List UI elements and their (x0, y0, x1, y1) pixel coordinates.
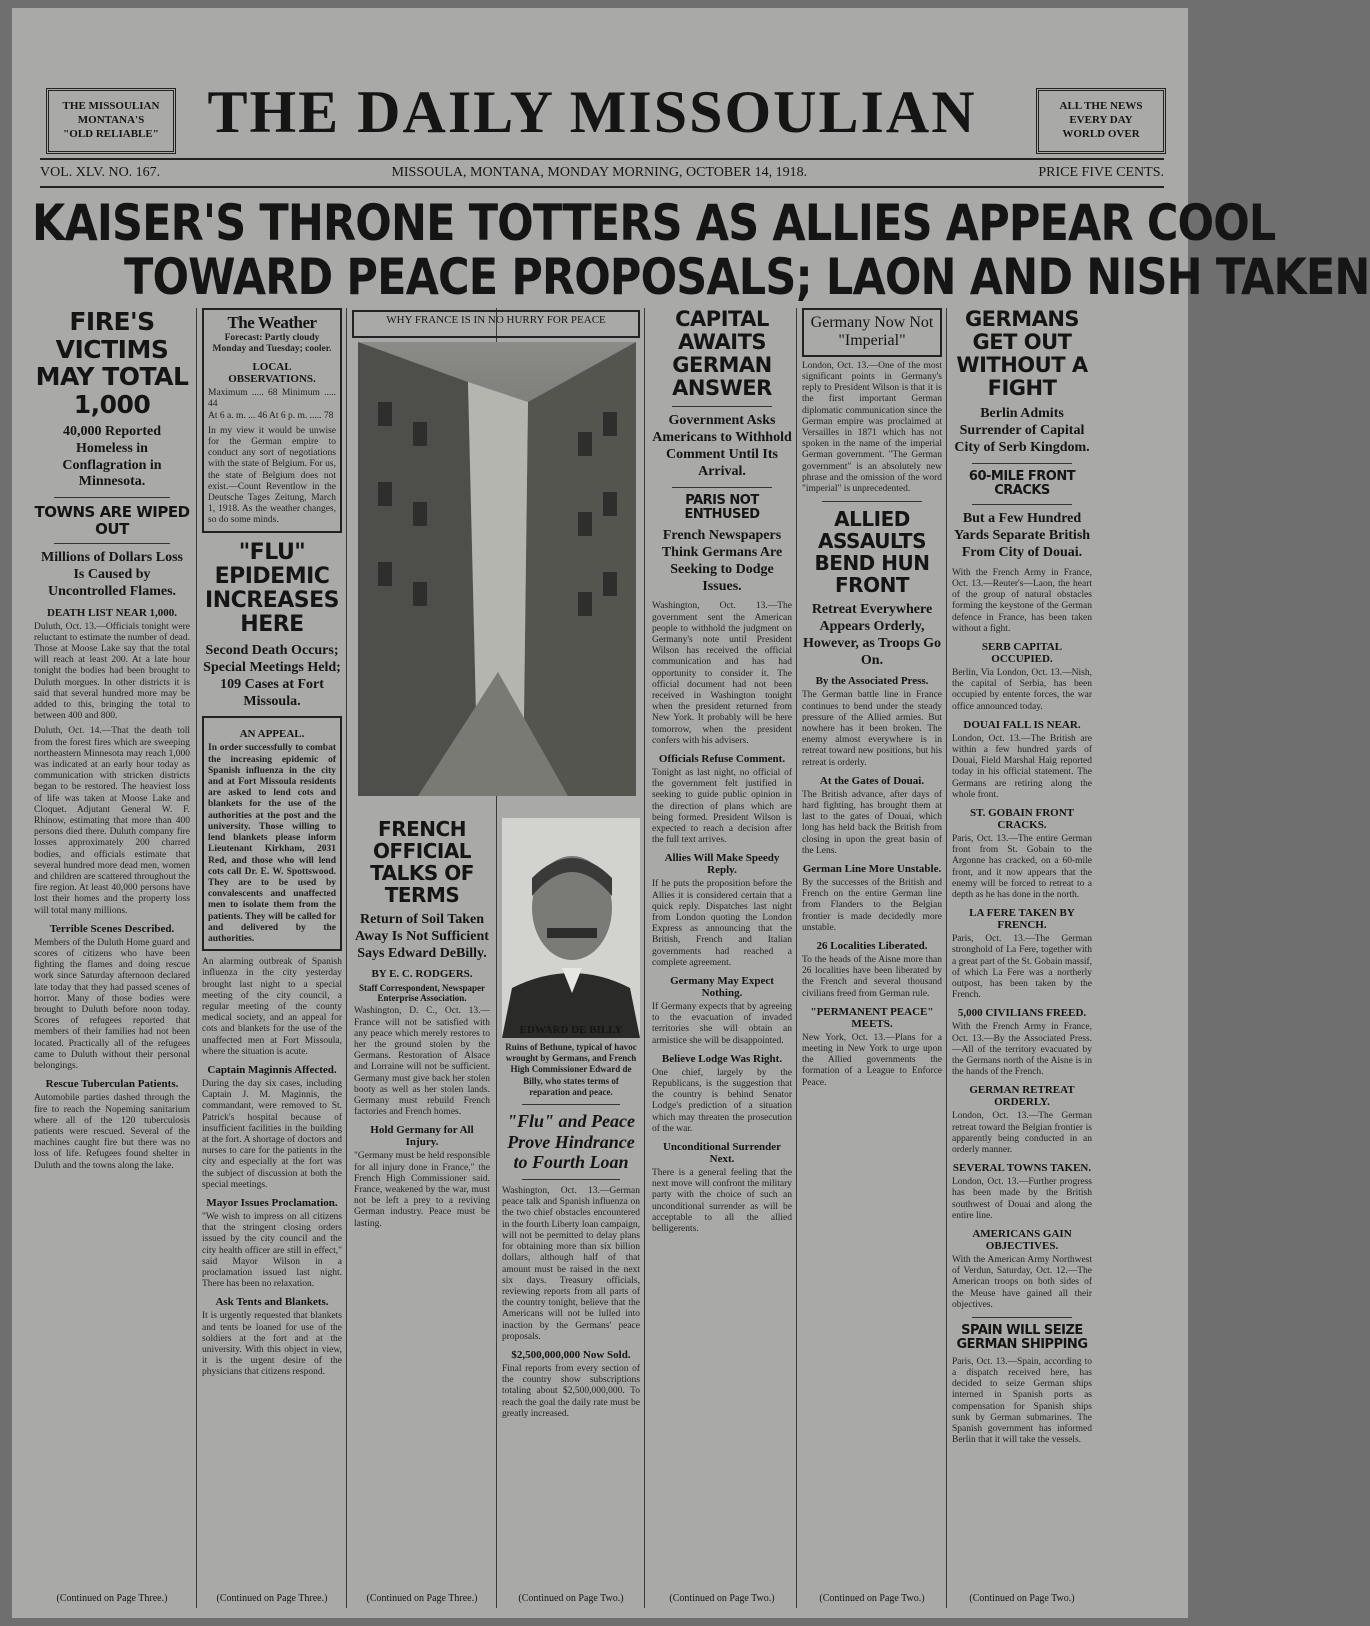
bethune-ruins-photo (358, 342, 636, 796)
portrait-illustration (502, 818, 640, 1038)
flu-headline: "FLU" EPIDEMIC INCREASES HERE (205, 539, 339, 638)
fire-deck-2: Millions of Dollars Loss Is Caused by Uncontrolled Flames. (41, 550, 183, 599)
french-deck: Return of Soil Taken Away Is Not Sufficient Says Edward DeBilly. (355, 912, 489, 961)
article-paragraph: One chief, largely by the Republicans, is the suggestion that the country is behind Senator Lodge's prediction of a situation which may threaten the prosecution of the war. (652, 1067, 792, 1134)
french-headline: FRENCH OFFICIAL TALKS OF TERMS (370, 817, 474, 907)
article-paragraph: Paris, Oct. 13.—Spain, according to a dispatch received here, has decided to seize German ships interned in Spanish ports as compensation for Spanish ships sunk by German submarines. The Spanish government has informed Berlin that it will take the vessels. (952, 1356, 1092, 1446)
paris-deck: French Newspapers Think Germans Are Seeking to Dodge Issues. (661, 528, 783, 594)
article-paragraph: Washington, Oct. 13.—The government sent the American people to withhold the judgment on Germany's note until President Wilson has received the official communication and has had opportunity to consider it. The official document had not been received in Washington tonight when the president returned from New York. It probably will be here tomorrow, when the president confers with his advisers. (652, 601, 792, 746)
divider (972, 504, 1072, 505)
allied-headline: ALLIED ASSAULTS BEND HUN FRONT (814, 507, 930, 598)
article-paragraph: If he puts the proposition before the Allies it is considered certain that a quick reply. Dispatches last night from London quoting the London Express as announcing that the British, French and Italian governments had reached a complete agreement. (652, 879, 792, 968)
price: PRICE FIVE CENTS. (1038, 165, 1164, 180)
divider (672, 487, 772, 488)
dateline-bar (40, 158, 1164, 188)
article-paragraph: There is a general feeling that the next move will confront the military party with the choice of such an unconditional surrender as will be acceptable to all the allied belligerents. (652, 1168, 792, 1235)
column-french-official (354, 818, 490, 1608)
continued-note: (Continued on Page Three.) (366, 1593, 478, 1604)
divider (972, 1317, 1072, 1318)
germans-deck: Berlin Admits Surrender of Capital City of Serb Kingdom. (954, 406, 1090, 455)
section-subhead: AMERICANS GAIN OBJECTIVES. (972, 1228, 1072, 1253)
column-rule (196, 308, 197, 1608)
article-paragraph: With the French Army in France, Oct. 13.—By the Associated Press.—All of the territory evacuated by the Germans north of the Aisne is in the hands of the French. (952, 1022, 1092, 1078)
flu-deck: Second Death Occurs; Special Meetings Held; 109 Cases at Fort Missoula. (203, 643, 341, 709)
section-subhead: Officials Refuse Comment. (658, 752, 786, 765)
appeal-box (202, 716, 342, 951)
continued-note: (Continued on Page Three.) (216, 1593, 328, 1604)
divider (822, 501, 922, 502)
continued-note: (Continued on Page Two.) (669, 1593, 775, 1604)
weather-quote: In my view it would be unwise for the German empire to conduct any sort of negotiations with the state of Belgium. For us, the state of Belgium does not exist.—Count Reventlow in the Deutsche Tages Zeitung, March 1, 1918. As the weather changes, so do some minds. (208, 425, 336, 526)
article-paragraph: London, Oct. 13.—Further progress has been made by the British southwest of Douai and along the entire line. (952, 1177, 1092, 1221)
article-paragraph: To the heads of the Aisne more than 26 localities have been liberated by the French and several thousand civilians freed from German rule. (802, 955, 942, 999)
column-capital-awaits (652, 308, 792, 1608)
weather-box (202, 308, 342, 533)
article-paragraph: Berlin, Via London, Oct. 13.—Nish, the capital of Serbia, has been occupied by entente forces, the war office announced today. (952, 667, 1092, 712)
left-ear-line: MONTANA'S (77, 114, 145, 127)
capital-deck: Government Asks Americans to Withhold Comment Until Its Arrival. (652, 413, 792, 479)
section-subhead: Mayor Issues Proclamation. (206, 1196, 338, 1209)
section-subhead: DEATH LIST NEAR 1,000. (46, 606, 178, 619)
divider (522, 1179, 620, 1180)
article-paragraph: Washington, Oct. 13.—German peace talk and Spanish influenza on the two chief obstacles encountered in the fourth Liberty loan campaign, will not be permitted to delay plans for obtaining more than six billion dollars, although half of that amount must be raised in the next six days. Treasury officials, reviewing reports from all parts of the country tonight, believe that the Americans will not be lulled into inaction by the Germans' peace proposals. (502, 1186, 640, 1342)
column-rule (946, 308, 947, 1608)
debilly-portrait (502, 818, 640, 1038)
article-paragraph: Final reports from every section of the country show subscriptions totaling about $2,500,000,000. To reach the goal the daily rate must be greatly increased. (502, 1363, 640, 1419)
germans-headline: GERMANS GET OUT WITHOUT A FIGHT (956, 307, 1088, 401)
article-paragraph: The German battle line in France continues to bend under the steady pressure of the Allied armies. But nowhere has it been broken. The enemy almost everywhere is in retreat toward new positions, but his retreat is orderly. (802, 690, 942, 768)
banner-headline-line2: TOWARD PEACE PROPOSALS; LAON AND NISH TAKEN (124, 248, 1370, 306)
section-subhead: SERB CAPITAL OCCUPIED. (981, 640, 1063, 665)
observations-head: LOCAL OBSERVATIONS. (228, 361, 316, 386)
section-subhead: LA FERE TAKEN BY FRENCH. (969, 907, 1075, 932)
section-subhead: Ask Tents and Blankets. (215, 1296, 329, 1309)
fire-subheadline: TOWNS ARE WIPED OUT (34, 503, 190, 538)
article-paragraph: During the day six cases, including Captain J. M. Maginnis, the commandant, were removed to St. Patrick's hospital because of insufficient facilities in the building at the fort. A shortage of doctors and nurses to care for the patients in the city and especially at the fort was the subject of discussion at both the special meetings. (202, 1078, 342, 1190)
section-subhead: Terrible Scenes Described. (49, 922, 175, 935)
section-subhead: Believe Lodge Was Right. (661, 1052, 783, 1065)
paris-subheadline: PARIS NOT ENTHUSED (684, 492, 760, 522)
article-paragraph: London, Oct. 13.—The German retreat toward the Belgian frontier is apparently being conducted in an orderly manner. (952, 1111, 1092, 1156)
article-paragraph: London, Oct. 13.—One of the most significant points in Germany's reply to President Wilson is that it is the first important German diplomatic communication since the German empire was proclaimed at Versailles in 1871 which has not spoken in the name of the imperial German government. "The German government" is an absolutely new phrase and the omission of the word "imperial" is unprecedented. (802, 360, 942, 495)
observation-line: At 6 a. m. ... 46 At 6 p. m. ..... 78 (208, 410, 334, 421)
byline-affiliation: Staff Correspondent, Newspaper Enterprise Association. (358, 983, 486, 1004)
photo-caption-bottom: Ruins of Bethune, typical of havoc wrought by Germans, and French High Commissioner Edward de Billy, who states terms of reparation and peace. (505, 1042, 637, 1097)
column-fire-victims (34, 308, 190, 1608)
article-paragraph: If Germany expects that by agreeing to the evacuation of invaded territories she will obtain an armistice she will be disappointed. (652, 1002, 792, 1046)
section-subhead: GERMAN RETREAT ORDERLY. (969, 1084, 1075, 1109)
banner-headline-line1: KAISER'S THRONE TOTTERS AS ALLIES APPEAR COOL (32, 194, 1276, 252)
section-subhead: Allies Will Make Speedy Reply. (664, 852, 780, 877)
article-paragraph: Paris, Oct. 13.—The entire German front from St. Gobain to the Argonne has cracked, on a 60-mile front, and it now appears that the enemy will be forced to retreat to a depth as he has done in the north. (952, 834, 1092, 901)
continued-note: (Continued on Page Two.) (518, 1593, 624, 1604)
fire-deck: 40,000 Reported Homeless in Conflagration in Minnesota. (62, 424, 162, 490)
section-subhead: Unconditional Surrender Next. (662, 1141, 782, 1166)
section-subhead: ST. GOBAIN FRONT CRACKS. (969, 807, 1074, 831)
article-paragraph: By the successes of the British and French on the entire German line from Flanders to the Belgian frontier is made decidedly more unstable. (802, 878, 942, 933)
article-paragraph: An alarming outbreak of Spanish influenza in the city yesterday brought last night to a special meeting of the city council, a regular meeting of the county medical society, and an appeal for cots and blankets for the use of the unaffected men at Fort Missoula, where the situation is acute. (202, 957, 342, 1057)
article-paragraph: London, Oct. 13.—The British are within a few hundred yards of Douai, Field Marshal Haig reported today in his official statement. The Germans are retiring along the whole front. (952, 733, 1092, 800)
section-subhead: Captain Maginnis Affected. (207, 1063, 337, 1076)
right-ear-box (1036, 88, 1166, 154)
column-rule (644, 308, 645, 1608)
newspaper-page (12, 8, 1370, 1618)
article-paragraph: The British advance, after days of hard fighting, has brought them at last to the gates of Douai, which long has held back the British from closing in upon the great basin of the Lens. (802, 789, 942, 856)
column-germany-not-imperial (802, 308, 942, 1608)
article-paragraph: "We wish to impress on all citizens that the stringent closing orders issued by the city council and the city health officer are still in effect," said Mayor Wilson in a proclamation issued last night. There has been no relaxation. (202, 1211, 342, 1290)
portrait-label: EDWARD DE BILLY (519, 1024, 623, 1036)
continued-note: (Continued on Page Two.) (819, 1593, 925, 1604)
weather-forecast: Forecast: Partly cloudy Monday and Tuesday; cooler. (212, 332, 332, 354)
right-ear-line: WORLD OVER (1062, 127, 1140, 140)
appeal-text: In order successfully to combat the increasing epidemic of Spanish influenza in the city and at Fort Missoula residents are asked to lend cots and blankets for the use of the authorities at the post and the university. Those willing to lend blankets please inform Lieutenant Kirkham, 2031 Red, and those who will lend cots call Dr. E. W. Spottswood. They are to be used by convalescents and unaffected men to isolate them from the patients. They will be called for and delivered by the authorities. (208, 743, 336, 944)
observation-line: Maximum ..... 68 Minimum ..... 44 (208, 388, 336, 410)
photo-caption-top: WHY FRANCE IS IN NO HURRY FOR PEACE (352, 310, 640, 338)
fire-headline: FIRE'S VICTIMS MAY TOTAL 1,000 (35, 307, 189, 419)
divider (972, 463, 1072, 464)
ruins-street-illustration (358, 342, 636, 796)
left-ear-line: "OLD RELIABLE" (63, 127, 159, 140)
section-subhead: $2,500,000,000 Now Sold. (511, 1348, 631, 1361)
column-rule (346, 308, 347, 1608)
divider (522, 1104, 620, 1105)
section-subhead: At the Gates of Douai. (819, 774, 925, 787)
allied-deck: Retreat Everywhere Appears Orderly, However, as Troops Go On. (803, 602, 941, 668)
continued-note: (Continued on Page Two.) (969, 1593, 1075, 1604)
continued-note: (Continued on Page Three.) (56, 1593, 168, 1604)
section-subhead: Hold Germany for All Injury. (370, 1124, 474, 1149)
article-paragraph: Paris, Oct. 13.—The German stronghold of La Fere, together with a great part of the St. Gobain massif, of which La Fere was a northerly outpost, has been taken by the French. (952, 934, 1092, 1001)
divider (672, 406, 772, 407)
column-germans-get-out (952, 308, 1092, 1608)
spain-headline: SPAIN WILL SEIZE GERMAN SHIPPING (956, 1323, 1088, 1353)
loan-headline: "Flu" and Peace Prove Hindrance to Fourth Loan (507, 1111, 635, 1173)
article-paragraph: Members of the Duluth Home guard and scores of citizens who have been fighting the flames and doing rescue work since Saturday afternoon declared late today that they had passed scenes of horror. Many of those bodies were brought to Duluth before noon today. Scores of refugees reported that members of their families had not been located. Practically all of the refugees came to Duluth without their personal belongings. (34, 937, 190, 1072)
column-weather-flu (202, 308, 342, 1608)
article-paragraph: Washington, D. C., Oct. 13.—France will not be satisfied with any peace which merely restores to her the ground stolen by the Germans. Restoration of Alsace and Lorraine will not be sufficient. Germany must give back her stolen booty as well as her stolen lands. Germany must rebuild French factories and French homes. (354, 1006, 490, 1118)
column-portrait-loan (502, 818, 640, 1608)
article-paragraph: Automobile parties dashed through the fire to reach the Nopeming sanitarium where all of the 120 tuberculosis patients were rescued. Several of the machines caught fire but there was no loss of life. Refugees found shelter in Duluth and the towns along the lake. (34, 1093, 190, 1171)
article-paragraph: Tonight as last night, no official of the government felt justified in seeking to guide public opinion in the direction of plans which are being formed. President Wilson is expected to reach a decision after the full text arrives. (652, 767, 792, 846)
section-subhead: Rescue Tuberculan Patients. (45, 1078, 179, 1091)
article-paragraph: Duluth, Oct. 13.—Officials tonight were reluctant to estimate the number of dead. Those at Moose Lake say that the total will reach at least 200. At a late hour tonight the bodies had been brought to Duluth morgues. In other districts it is said that several hundred more may be added to this, bringing the total to between 400 and 800. (34, 621, 190, 722)
byline: BY E. C. RODGERS. (371, 968, 473, 981)
right-ear-line: ALL THE NEWS (1059, 100, 1143, 113)
divider (54, 497, 170, 498)
article-paragraph: "Germany must be held responsible for all injury done in France," the French High Commissioner said. France, weakened by the war, must not be left a prey to a reviving German industry. Peace must be lasting. (354, 1151, 490, 1229)
section-subhead: DOUAI FALL IS NEAR. (963, 718, 1081, 731)
article-paragraph: Duluth, Oct. 14.—That the death toll from the forest fires which are sweeping northeastern Minnesota may reach 1,000 was indicated at an early hour today as communication with stricken districts began to be restored. The heaviest loss of life was taken at Moose Lake and Cloquet. Adjutant General W. F. Rhinow, estimating that more than 400 persons died there. Duluth company fire losses approximately 200 charred bodies, and officials estimate that several hundred more dead men, women and children are scattered throughout the fire region. At least 40,000 persons have lost their homes and the property loss will total many millions. (34, 726, 190, 916)
article-paragraph: With the American Army Northwest of Verdun, Saturday, Oct. 12.—The American troops on both sides of the Meuse have gained all their objectives. (952, 1255, 1092, 1310)
byline: By the Associated Press. (815, 675, 929, 688)
masthead-title: THE DAILY MISSOULIAN (207, 79, 977, 145)
imperial-headline: Germany Now Not "Imperial" (810, 314, 934, 350)
imperial-box (802, 308, 942, 357)
appeal-head: AN APPEAL. (239, 728, 305, 741)
section-subhead: SEVERAL TOWNS TAKEN. (952, 1162, 1092, 1175)
divider (54, 543, 170, 544)
section-subhead: 26 Localities Liberated. (816, 940, 928, 953)
capital-headline: CAPITAL AWAITS GERMAN ANSWER (672, 307, 772, 401)
volume-number: VOL. XLV. NO. 167. (40, 165, 161, 180)
section-subhead: German Line More Unstable. (802, 863, 942, 876)
section-subhead: "PERMANENT PEACE" MEETS. (810, 1005, 934, 1030)
article-paragraph: With the French Army in France, Oct. 13.—Reuter's—Laon, the heart of the group of natural obstacles forming the keystone of the German defence in France, has been taken without a fight. (952, 567, 1092, 634)
front-subheadline: 60-MILE FRONT CRACKS (968, 468, 1076, 499)
weather-title: The Weather (227, 313, 317, 332)
section-subhead: 5,000 CIVILIANS FREED. (957, 1007, 1087, 1020)
column-rule (796, 308, 797, 1608)
left-ear-box (46, 88, 176, 154)
left-ear-line: THE MISSOULIAN (62, 100, 160, 113)
article-paragraph: It is urgently requested that blankets and tents be loaned for use of the soldiers at the fort and at the university. With this object in view, it is the urgent desire of the physicians that citizens respond. (202, 1311, 342, 1378)
front-deck: But a Few Hundred Yards Separate British From City of Douai. (953, 511, 1091, 560)
section-subhead: Germany May Expect Nothing. (670, 975, 774, 1000)
right-ear-line: EVERY DAY (1069, 114, 1133, 127)
place-date: MISSOULA, MONTANA, MONDAY MORNING, OCTOBER 14, 1918. (391, 165, 808, 180)
article-paragraph: New York, Oct. 13.—Plans for a meeting in New York to urge upon the Allied governments the formation of a League to Enforce Peace. (802, 1032, 942, 1088)
